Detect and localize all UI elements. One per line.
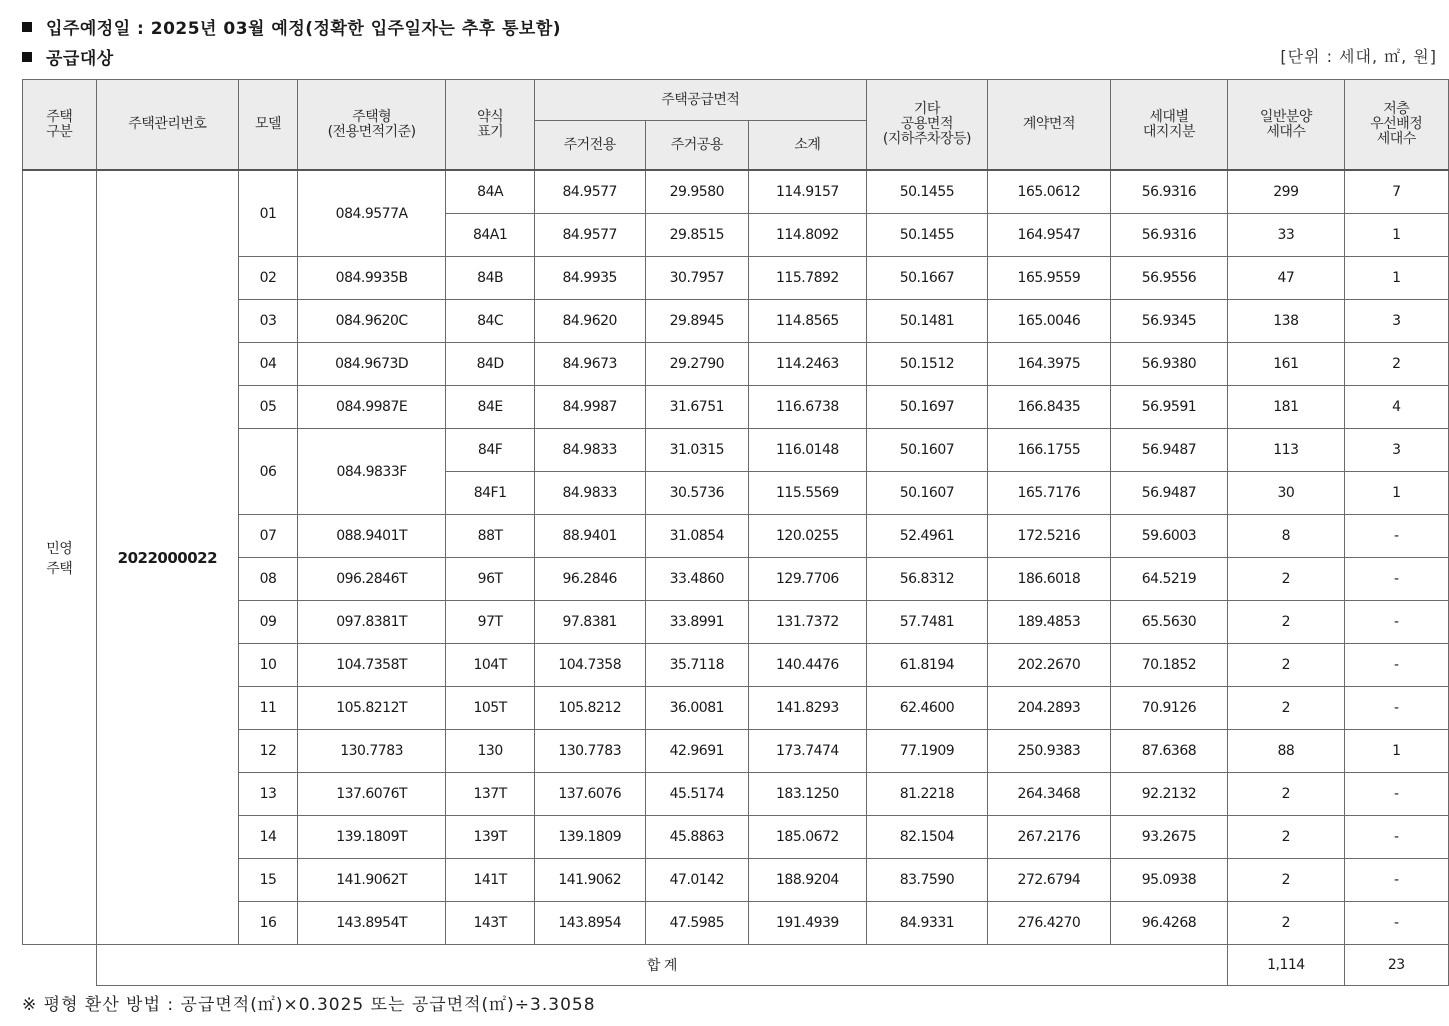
- common-area-cell: 29.8945: [645, 300, 749, 343]
- table-header: [23, 80, 1449, 171]
- abbreviation-cell: 139T: [446, 816, 535, 859]
- contract-area-cell: 264.3468: [988, 773, 1111, 816]
- land-share-cell: 92.2132: [1110, 773, 1228, 816]
- other-common-area-cell: 81.2218: [866, 773, 987, 816]
- general-units-cell: 2: [1228, 816, 1344, 859]
- total-general-units: 1,114: [1228, 945, 1344, 986]
- low-floor-units-cell: 1: [1344, 472, 1448, 515]
- exclusive-area-cell: 137.6076: [534, 773, 645, 816]
- contract-area-cell: 166.1755: [988, 429, 1111, 472]
- house-type-cell: 096.2846T: [297, 558, 445, 601]
- contract-area-cell: 166.8435: [988, 386, 1111, 429]
- contract-area-cell: 186.6018: [988, 558, 1111, 601]
- other-common-area-cell: 83.7590: [866, 859, 987, 902]
- abbreviation-cell: 84D: [446, 343, 535, 386]
- square-bullet-icon: [22, 22, 32, 32]
- header-exclusive-area: 주거전용: [534, 121, 645, 171]
- exclusive-area-cell: 105.8212: [534, 687, 645, 730]
- house-type-cell: 097.8381T: [297, 601, 445, 644]
- general-units-cell: 2: [1228, 687, 1344, 730]
- exclusive-area-cell: 84.9577: [534, 214, 645, 257]
- common-area-cell: 36.0081: [645, 687, 749, 730]
- land-share-cell: 56.9487: [1110, 429, 1228, 472]
- abbreviation-cell: 96T: [446, 558, 535, 601]
- land-share-cell: 56.9380: [1110, 343, 1228, 386]
- exclusive-area-cell: 84.9673: [534, 343, 645, 386]
- header-abbreviation: 약식 표기: [446, 80, 535, 171]
- exclusive-area-cell: 84.9935: [534, 257, 645, 300]
- house-type-cell: 084.9935B: [297, 257, 445, 300]
- abbreviation-cell: 84E: [446, 386, 535, 429]
- common-area-cell: 47.0142: [645, 859, 749, 902]
- header-general-units: 일반분양 세대수: [1228, 80, 1344, 171]
- exclusive-area-cell: 141.9062: [534, 859, 645, 902]
- contract-area-cell: 164.3975: [988, 343, 1111, 386]
- subtotal-cell: 116.6738: [749, 386, 867, 429]
- subtotal-cell: 114.8092: [749, 214, 867, 257]
- general-units-cell: 47: [1228, 257, 1344, 300]
- table-body: [23, 170, 1449, 945]
- house-category-cell: 민영 주택: [23, 170, 97, 945]
- subtotal-cell: 188.9204: [749, 859, 867, 902]
- house-type-cell: 143.8954T: [297, 902, 445, 945]
- square-bullet-icon: [22, 52, 32, 62]
- common-area-cell: 30.5736: [645, 472, 749, 515]
- exclusive-area-cell: 143.8954: [534, 902, 645, 945]
- contract-area-cell: 189.4853: [988, 601, 1111, 644]
- general-units-cell: 2: [1228, 601, 1344, 644]
- other-common-area-cell: 50.1455: [866, 170, 987, 214]
- other-common-area-cell: 50.1481: [866, 300, 987, 343]
- management-number-cell: 2022000022: [96, 170, 239, 945]
- exclusive-area-cell: 96.2846: [534, 558, 645, 601]
- subtotal-cell: 115.5569: [749, 472, 867, 515]
- land-share-cell: 70.1852: [1110, 644, 1228, 687]
- exclusive-area-cell: 84.9577: [534, 170, 645, 214]
- general-units-cell: 88: [1228, 730, 1344, 773]
- exclusive-area-cell: 84.9833: [534, 472, 645, 515]
- other-common-area-cell: 50.1455: [866, 214, 987, 257]
- contract-area-cell: 202.2670: [988, 644, 1111, 687]
- contract-area-cell: 165.9559: [988, 257, 1111, 300]
- land-share-cell: 95.0938: [1110, 859, 1228, 902]
- unit-note: [단위 : 세대, ㎡, 원]: [1280, 47, 1437, 66]
- general-units-cell: 299: [1228, 170, 1344, 214]
- low-floor-units-cell: -: [1344, 816, 1448, 859]
- land-share-cell: 56.9556: [1110, 257, 1228, 300]
- total-blank-cell: [23, 945, 97, 986]
- subtotal-cell: 116.0148: [749, 429, 867, 472]
- model-cell: 03: [239, 300, 298, 343]
- house-type-cell: 084.9620C: [297, 300, 445, 343]
- move-in-date-text: 입주예정일 : 2025년 03월 예정(정확한 입주일자는 추후 통보함): [46, 19, 562, 39]
- land-share-cell: 70.9126: [1110, 687, 1228, 730]
- exclusive-area-cell: 84.9833: [534, 429, 645, 472]
- abbreviation-cell: 88T: [446, 515, 535, 558]
- general-units-cell: 113: [1228, 429, 1344, 472]
- land-share-cell: 56.9316: [1110, 170, 1228, 214]
- house-type-cell: 137.6076T: [297, 773, 445, 816]
- model-cell: 15: [239, 859, 298, 902]
- low-floor-units-cell: 2: [1344, 343, 1448, 386]
- abbreviation-cell: 143T: [446, 902, 535, 945]
- general-units-cell: 2: [1228, 859, 1344, 902]
- contract-area-cell: 267.2176: [988, 816, 1111, 859]
- house-type-cell: 139.1809T: [297, 816, 445, 859]
- total-low-floor-units: 23: [1344, 945, 1448, 986]
- land-share-cell: 56.9316: [1110, 214, 1228, 257]
- low-floor-units-cell: 3: [1344, 429, 1448, 472]
- general-units-cell: 2: [1228, 902, 1344, 945]
- house-type-cell: 084.9987E: [297, 386, 445, 429]
- common-area-cell: 35.7118: [645, 644, 749, 687]
- contract-area-cell: 276.4270: [988, 902, 1111, 945]
- land-share-cell: 96.4268: [1110, 902, 1228, 945]
- header-management-number: 주택관리번호: [96, 80, 239, 171]
- total-label: 합 계: [96, 945, 1228, 986]
- abbreviation-cell: 84C: [446, 300, 535, 343]
- subtotal-cell: 141.8293: [749, 687, 867, 730]
- low-floor-units-cell: 7: [1344, 170, 1448, 214]
- subtotal-cell: 140.4476: [749, 644, 867, 687]
- common-area-cell: 29.2790: [645, 343, 749, 386]
- general-units-cell: 2: [1228, 773, 1344, 816]
- common-area-cell: 29.8515: [645, 214, 749, 257]
- common-area-cell: 33.4860: [645, 558, 749, 601]
- supply-table: [22, 79, 1449, 986]
- general-units-cell: 33: [1228, 214, 1344, 257]
- model-cell: 04: [239, 343, 298, 386]
- house-type-cell: 084.9673D: [297, 343, 445, 386]
- header-house-type: 주택형 (전용면적기준): [297, 80, 445, 171]
- low-floor-units-cell: -: [1344, 558, 1448, 601]
- low-floor-units-cell: -: [1344, 773, 1448, 816]
- abbreviation-cell: 105T: [446, 687, 535, 730]
- other-common-area-cell: 50.1512: [866, 343, 987, 386]
- common-area-cell: 30.7957: [645, 257, 749, 300]
- other-common-area-cell: 52.4961: [866, 515, 987, 558]
- general-units-cell: 2: [1228, 644, 1344, 687]
- common-area-cell: 33.8991: [645, 601, 749, 644]
- exclusive-area-cell: 88.9401: [534, 515, 645, 558]
- other-common-area-cell: 61.8194: [866, 644, 987, 687]
- model-cell: 02: [239, 257, 298, 300]
- general-units-cell: 161: [1228, 343, 1344, 386]
- subtotal-cell: 114.2463: [749, 343, 867, 386]
- abbreviation-cell: 84F: [446, 429, 535, 472]
- move-in-date-line: [22, 14, 561, 39]
- house-type-cell: 104.7358T: [297, 644, 445, 687]
- model-cell: 07: [239, 515, 298, 558]
- land-share-cell: 87.6368: [1110, 730, 1228, 773]
- model-cell: 11: [239, 687, 298, 730]
- header-low-floor-units: 저층 우선배정 세대수: [1344, 80, 1448, 171]
- general-units-cell: 8: [1228, 515, 1344, 558]
- other-common-area-cell: 50.1607: [866, 472, 987, 515]
- land-share-cell: 59.6003: [1110, 515, 1228, 558]
- table-row: [23, 170, 1449, 214]
- model-cell: 01: [239, 170, 298, 257]
- other-common-area-cell: 50.1667: [866, 257, 987, 300]
- contract-area-cell: 204.2893: [988, 687, 1111, 730]
- low-floor-units-cell: 1: [1344, 214, 1448, 257]
- abbreviation-cell: 84F1: [446, 472, 535, 515]
- contract-area-cell: 172.5216: [988, 515, 1111, 558]
- land-share-cell: 64.5219: [1110, 558, 1228, 601]
- land-share-cell: 93.2675: [1110, 816, 1228, 859]
- common-area-cell: 45.8863: [645, 816, 749, 859]
- other-common-area-cell: 77.1909: [866, 730, 987, 773]
- house-type-cell: 084.9577A: [297, 170, 445, 257]
- subtotal-cell: 120.0255: [749, 515, 867, 558]
- subtotal-cell: 191.4939: [749, 902, 867, 945]
- subtotal-cell: 129.7706: [749, 558, 867, 601]
- contract-area-cell: 165.7176: [988, 472, 1111, 515]
- exclusive-area-cell: 84.9620: [534, 300, 645, 343]
- header-model: 모델: [239, 80, 298, 171]
- contract-area-cell: 272.6794: [988, 859, 1111, 902]
- common-area-cell: 45.5174: [645, 773, 749, 816]
- subtotal-cell: 114.9157: [749, 170, 867, 214]
- low-floor-units-cell: 4: [1344, 386, 1448, 429]
- low-floor-units-cell: -: [1344, 859, 1448, 902]
- low-floor-units-cell: -: [1344, 902, 1448, 945]
- common-area-cell: 31.0854: [645, 515, 749, 558]
- header-subtotal: 소계: [749, 121, 867, 171]
- header-house-category: 주택 구분: [23, 80, 97, 171]
- other-common-area-cell: 50.1697: [866, 386, 987, 429]
- supply-target-line: [22, 44, 114, 69]
- model-cell: 09: [239, 601, 298, 644]
- low-floor-units-cell: -: [1344, 601, 1448, 644]
- other-common-area-cell: 62.4600: [866, 687, 987, 730]
- header-supply-area: 주택공급면적: [534, 80, 866, 121]
- subtotal-cell: 114.8565: [749, 300, 867, 343]
- house-type-cell: 141.9062T: [297, 859, 445, 902]
- other-common-area-cell: 82.1504: [866, 816, 987, 859]
- house-type-cell: 105.8212T: [297, 687, 445, 730]
- low-floor-units-cell: 3: [1344, 300, 1448, 343]
- contract-area-cell: 250.9383: [988, 730, 1111, 773]
- model-cell: 12: [239, 730, 298, 773]
- land-share-cell: 56.9345: [1110, 300, 1228, 343]
- subtotal-cell: 183.1250: [749, 773, 867, 816]
- model-cell: 05: [239, 386, 298, 429]
- general-units-cell: 181: [1228, 386, 1344, 429]
- other-common-area-cell: 50.1607: [866, 429, 987, 472]
- house-type-cell: 088.9401T: [297, 515, 445, 558]
- general-units-cell: 30: [1228, 472, 1344, 515]
- exclusive-area-cell: 84.9987: [534, 386, 645, 429]
- model-cell: 10: [239, 644, 298, 687]
- abbreviation-cell: 84A1: [446, 214, 535, 257]
- low-floor-units-cell: -: [1344, 515, 1448, 558]
- abbreviation-cell: 104T: [446, 644, 535, 687]
- contract-area-cell: 165.0046: [988, 300, 1111, 343]
- low-floor-units-cell: -: [1344, 687, 1448, 730]
- abbreviation-cell: 130: [446, 730, 535, 773]
- subtotal-cell: 131.7372: [749, 601, 867, 644]
- exclusive-area-cell: 130.7783: [534, 730, 645, 773]
- exclusive-area-cell: 139.1809: [534, 816, 645, 859]
- subtotal-cell: 173.7474: [749, 730, 867, 773]
- other-common-area-cell: 57.7481: [866, 601, 987, 644]
- contract-area-cell: 164.9547: [988, 214, 1111, 257]
- other-common-area-cell: 84.9331: [866, 902, 987, 945]
- exclusive-area-cell: 104.7358: [534, 644, 645, 687]
- house-type-cell: 130.7783: [297, 730, 445, 773]
- header-other-common-area: 기타 공용면적 (지하주차장등): [866, 80, 987, 171]
- house-type-cell: 084.9833F: [297, 429, 445, 515]
- abbreviation-cell: 137T: [446, 773, 535, 816]
- general-units-cell: 138: [1228, 300, 1344, 343]
- header-contract-area: 계약면적: [988, 80, 1111, 171]
- model-cell: 08: [239, 558, 298, 601]
- common-area-cell: 31.0315: [645, 429, 749, 472]
- low-floor-units-cell: -: [1344, 644, 1448, 687]
- land-share-cell: 56.9591: [1110, 386, 1228, 429]
- model-cell: 14: [239, 816, 298, 859]
- abbreviation-cell: 84A: [446, 170, 535, 214]
- common-area-cell: 47.5985: [645, 902, 749, 945]
- low-floor-units-cell: 1: [1344, 730, 1448, 773]
- subtotal-cell: 115.7892: [749, 257, 867, 300]
- model-cell: 13: [239, 773, 298, 816]
- supply-target-text: 공급대상: [46, 49, 114, 69]
- other-common-area-cell: 56.8312: [866, 558, 987, 601]
- contract-area-cell: 165.0612: [988, 170, 1111, 214]
- common-area-cell: 42.9691: [645, 730, 749, 773]
- general-units-cell: 2: [1228, 558, 1344, 601]
- land-share-cell: 65.5630: [1110, 601, 1228, 644]
- header-land-share: 세대별 대지지분: [1110, 80, 1228, 171]
- model-cell: 16: [239, 902, 298, 945]
- abbreviation-cell: 97T: [446, 601, 535, 644]
- abbreviation-cell: 141T: [446, 859, 535, 902]
- common-area-cell: 29.9580: [645, 170, 749, 214]
- low-floor-units-cell: 1: [1344, 257, 1448, 300]
- header-common-area: 주거공용: [645, 121, 749, 171]
- exclusive-area-cell: 97.8381: [534, 601, 645, 644]
- subtotal-cell: 185.0672: [749, 816, 867, 859]
- common-area-cell: 31.6751: [645, 386, 749, 429]
- total-row: [23, 945, 1449, 986]
- model-cell: 06: [239, 429, 298, 515]
- abbreviation-cell: 84B: [446, 257, 535, 300]
- footnote: ※ 평형 환산 방법 : 공급면적(㎡)×0.3025 또는 공급면적(㎡)÷3.3058: [22, 995, 596, 1015]
- land-share-cell: 56.9487: [1110, 472, 1228, 515]
